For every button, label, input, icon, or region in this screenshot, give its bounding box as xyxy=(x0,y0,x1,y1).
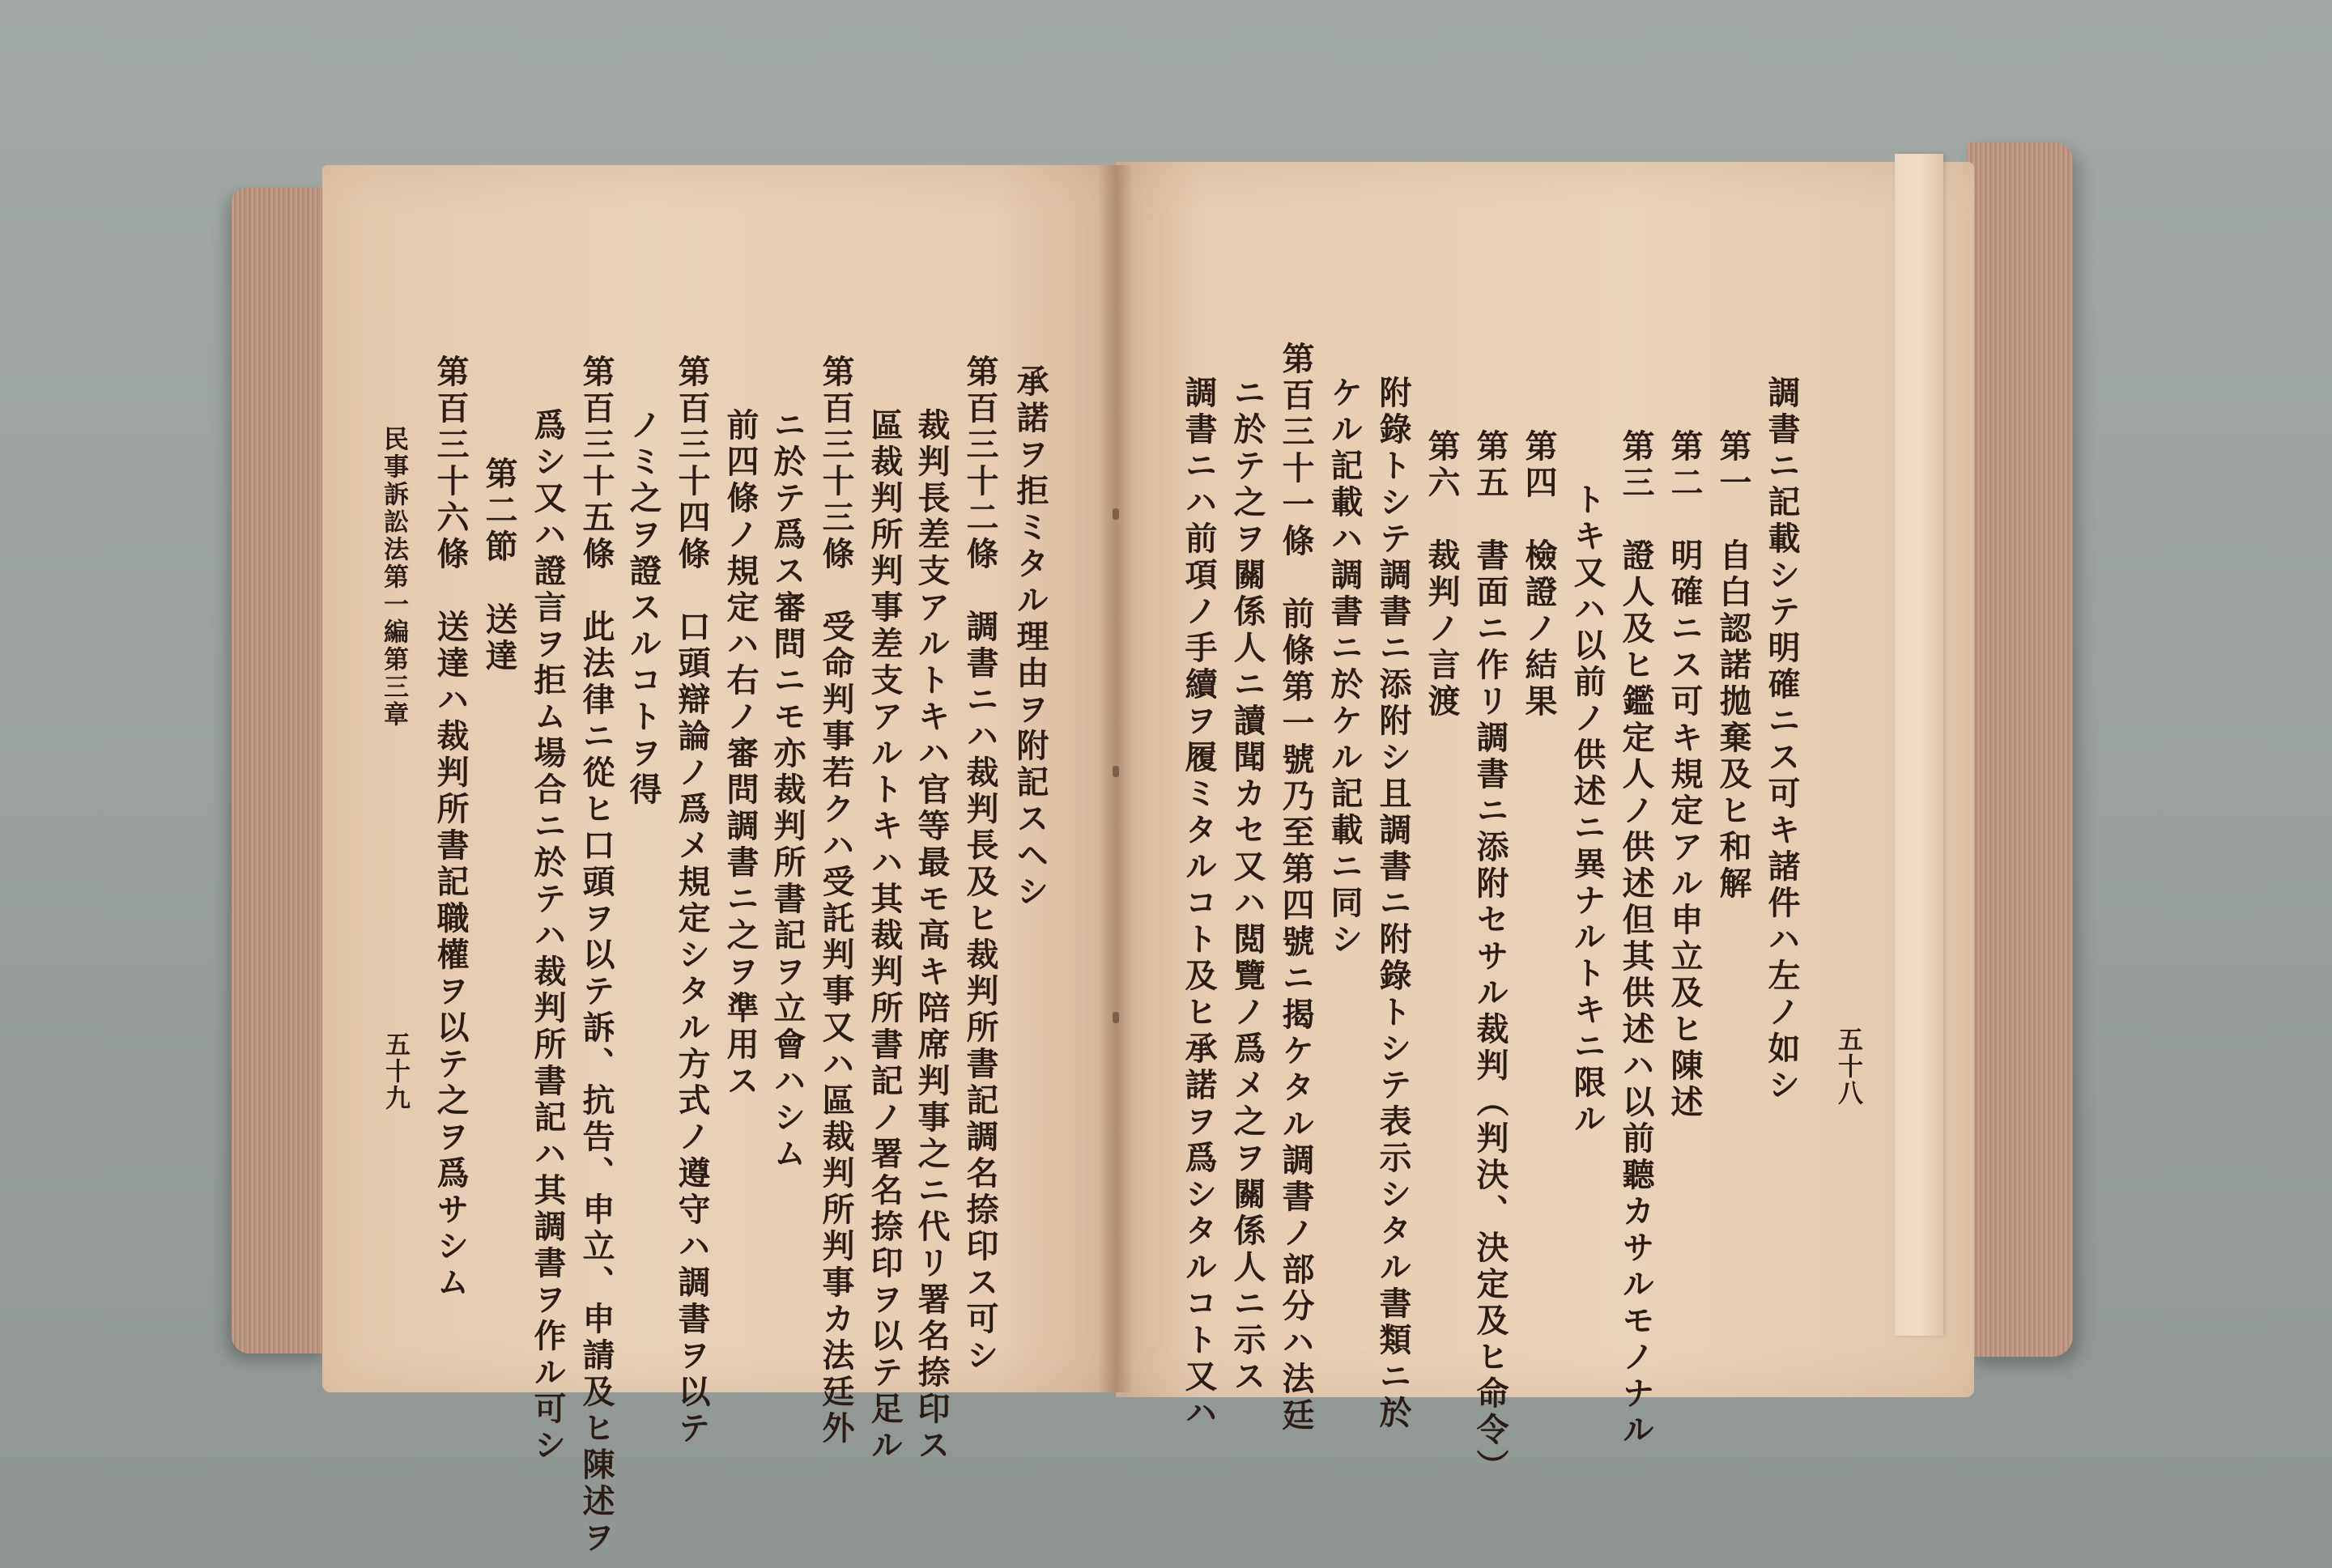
right-page-edges xyxy=(1968,142,2073,1357)
text-line: 區裁判所判事差支アルトキハ其裁判所書記ノ署名捺印ヲ以テ足ル xyxy=(866,408,904,1464)
page-number: 五十九 xyxy=(381,1031,410,1111)
text-line: 第二 明確ニス可キ規定アル申立及ヒ陳述 xyxy=(1666,429,1704,1121)
text-line: 調書ニ記載シテ明確ニス可キ諸件ハ左ノ如シ xyxy=(1763,376,1801,1104)
binding-stitch xyxy=(1113,1012,1119,1023)
text-line: 爲シ又ハ證言ヲ拒ム場合ニ於テハ裁判所書記ハ其調書ヲ作ル可シ xyxy=(529,408,567,1464)
section-heading: 第二節 送達 xyxy=(480,457,518,675)
text-line: 第百三十一條 前條第一號乃至第四號ニ揭ケタル調書ノ部分ハ法廷 xyxy=(1277,342,1315,1434)
text-line: 第百三十六條 送達ハ裁判所書記職權ヲ以テ之ヲ爲サシム xyxy=(432,355,470,1302)
text-line: ノミ之ヲ證スルコトヲ得 xyxy=(624,408,662,809)
text-line: ケル記載ハ調書ニ於ケル記載ニ同シ xyxy=(1326,376,1364,958)
text-line: 第百三十五條 此法律ニ從ヒ口頭ヲ以テ訴、抗告、申立、申請及ヒ陳述ヲ xyxy=(577,355,615,1557)
page-fold-sheet xyxy=(1895,154,1943,1336)
book-gutter xyxy=(1098,165,1134,1392)
text-line: 前四條ノ規定ハ右ノ審問調書ニ之ヲ準用ス xyxy=(721,408,760,1100)
text-line: 裁判長差支アルトキハ官等最モ高キ陪席判事之ニ代リ署名捺印ス xyxy=(913,408,951,1464)
text-line: 第一 自白認諾拋棄及ヒ和解 xyxy=(1714,429,1752,903)
running-head: 民事訴訟法第一編第三章 xyxy=(379,426,408,729)
text-line: 第六 裁判ノ言渡 xyxy=(1423,429,1461,720)
left-page xyxy=(322,165,1116,1557)
text-line: ニ於テ爲ス審問ニモ亦裁判所書記ヲ立會ハシム xyxy=(768,408,806,1173)
text-line: 第四 檢證ノ結果 xyxy=(1520,429,1558,720)
text-line: 第五 書面ニ作リ調書ニ添附セサル裁判（判決、決定及ヒ命令） xyxy=(1471,429,1509,1485)
text-line: 第百三十四條 口頭辯論ノ爲メ規定シタル方式ノ遵守ハ調書ヲ以テ xyxy=(673,355,711,1447)
page-number: 五十八 xyxy=(1833,1026,1862,1107)
left-page-edges xyxy=(232,188,329,1353)
text-line: 第三 證人及ヒ鑑定人ノ供述但其供述ハ以前聽カサルモノナル xyxy=(1617,429,1655,1449)
text-line: 承諾ヲ拒ミタル理由ヲ附記スヘシ xyxy=(1011,364,1049,911)
text-line: 附錄トシテ調書ニ添附シ且調書ニ附錄トシテ表示シタル書類ニ於 xyxy=(1374,376,1412,1432)
binding-stitch xyxy=(1113,508,1119,520)
text-line: トキ又ハ以前ノ供述ニ異ナルトキニ限ル xyxy=(1568,482,1606,1138)
binding-stitch xyxy=(1113,766,1119,777)
text-line: ニ於テ之ヲ關係人ニ讀聞カセ又ハ閲覽ノ爲メ之ヲ關係人ニ示ス xyxy=(1228,376,1266,1396)
text-line: 第百三十三條 受命判事若クハ受託判事又ハ區裁判所判事カ法廷外 xyxy=(817,355,855,1447)
text-line: 第百三十二條 調書ニハ裁判長及ヒ裁判所書記調名捺印ス可シ xyxy=(961,355,999,1375)
text-line: 調書ニハ前項ノ手續ヲ履ミタルコト及ヒ承諾ヲ爲シタルコト又ハ xyxy=(1180,376,1218,1432)
right-page xyxy=(1116,162,1974,1485)
